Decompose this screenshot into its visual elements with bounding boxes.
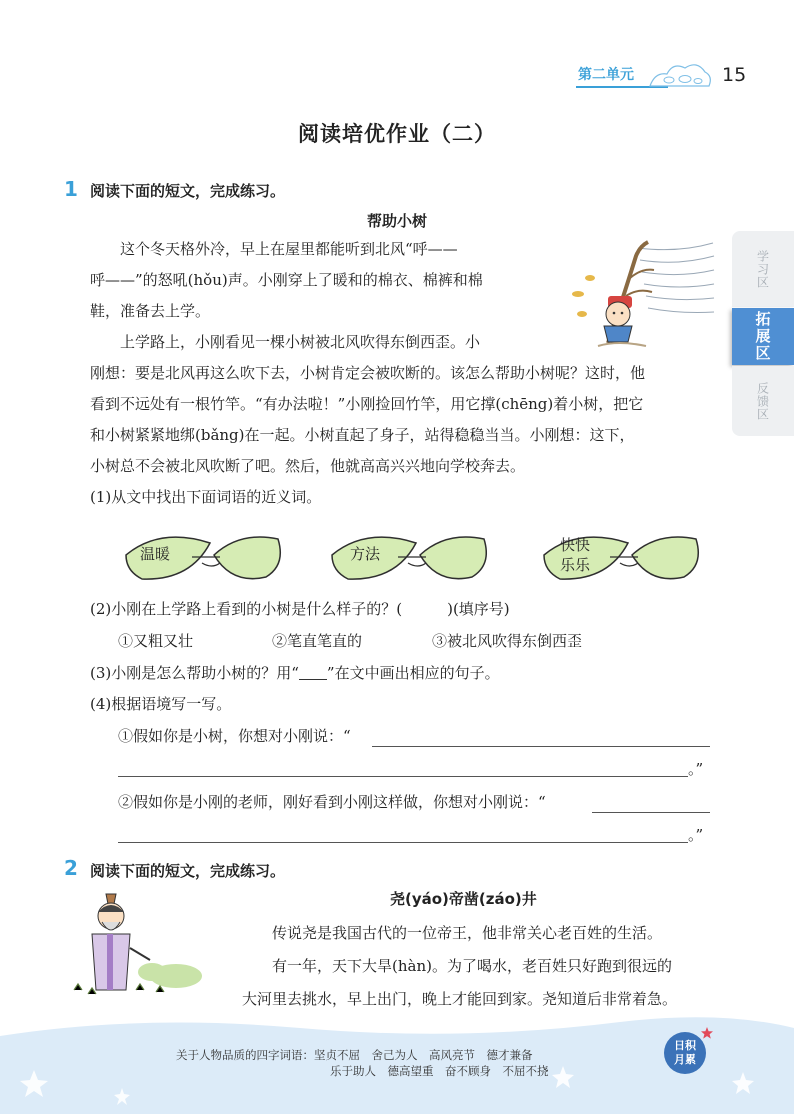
badge-top-text: 日积 bbox=[674, 1039, 696, 1052]
story-1-line: 看到不远处有一根竹竿。“有办法啦！”小刚捡回竹竿，用它撑(chēng)着小树，把它 bbox=[90, 395, 644, 413]
sub-question-2: (2)小刚在上学路上看到的小树是什么样子的？( )(填序号) bbox=[90, 600, 510, 618]
page-number: 15 bbox=[722, 64, 747, 86]
answer-line-4a-2[interactable] bbox=[118, 776, 688, 777]
question-2-number: 2 bbox=[64, 856, 78, 880]
story-1-line: 上学路上，小刚看见一棵小树被北风吹得东倒西歪。小 bbox=[90, 333, 481, 351]
sub-question-4b-prompt: ②假如你是小刚的老师，刚好看到小刚这样做，你想对小刚说：“ bbox=[118, 793, 546, 811]
end-mark-4b: 。” bbox=[688, 826, 704, 844]
story-1-line: 这个冬天格外冷，早上在屋里都能听到北风“呼—— bbox=[90, 240, 458, 258]
leaf-word-method: 方法 bbox=[350, 545, 381, 563]
option-2: ②笔直笔直的 bbox=[272, 632, 363, 650]
tab-study-area[interactable]: 学习区 bbox=[732, 231, 794, 307]
answer-line-4b-2[interactable] bbox=[118, 842, 688, 843]
story-1-line: 和小树紧紧地绑(bǎng)在一起。小树直起了身子，站得稳稳当当。小刚想：这下， bbox=[90, 426, 635, 444]
sub-question-4a-prompt: ①假如你是小树，你想对小刚说：“ bbox=[118, 727, 351, 745]
sub-question-4: (4)根据语境写一写。 bbox=[90, 695, 232, 713]
leaf-word-happy-2: 乐乐 bbox=[560, 556, 591, 574]
sub-question-3 bbox=[90, 664, 500, 682]
footer-vocabulary-line-2: 乐于助人 德高望重 奋不顾身 不屈不挠 bbox=[330, 1064, 549, 1078]
tab-feedback-area[interactable]: 反馈区 bbox=[732, 366, 794, 436]
story-1-title: 帮助小树 bbox=[366, 212, 427, 230]
story-1-line: 小树总不会被北风吹断了吧。然后，他就高高兴兴地向学校奔去。 bbox=[90, 457, 526, 475]
story-1-line: 刚想：要是北风再这么吹下去，小树肯定会被吹断的。该怎么帮助小树呢？这时，他 bbox=[90, 364, 646, 382]
story-1-line: 鞋，准备去上学。 bbox=[90, 302, 211, 320]
question-1-number: 1 bbox=[64, 177, 78, 201]
leaf-word-warm: 温暖 bbox=[140, 545, 171, 563]
star-icon bbox=[700, 1026, 714, 1040]
story-2-line: 传说尧是我国古代的一位帝王，他非常关心老百姓的生活。 bbox=[242, 924, 663, 942]
page-title: 阅读培优作业（二） bbox=[298, 122, 496, 146]
tab-extension-area[interactable]: 拓展区 bbox=[732, 308, 794, 365]
story-1-line: 呼——”的怒吼(hǒu)声。小刚穿上了暖和的棉衣、棉裤和棉 bbox=[90, 271, 483, 289]
underline-mark bbox=[299, 667, 327, 680]
question-2-prompt: 阅读下面的短文，完成练习。 bbox=[90, 862, 286, 880]
sub-question-3-post: ”在文中画出相应的句子。 bbox=[326, 664, 500, 682]
unit-label: 第二单元 bbox=[578, 67, 634, 83]
sub-question-1: (1)从文中找出下面词语的近义词。 bbox=[90, 488, 322, 506]
sub-question-3-pre: (3)小刚是怎么帮助小树的？用“ bbox=[90, 664, 299, 682]
story-2-line: 有一年，天下大旱(hàn)。为了喝水，老百姓只好跑到很远的 bbox=[242, 957, 672, 975]
question-1-prompt: 阅读下面的短文，完成练习。 bbox=[90, 182, 286, 200]
leaf-word-happy-1: 快快 bbox=[560, 536, 591, 554]
option-1: ①又粗又壮 bbox=[118, 632, 194, 650]
story-2-line: 大河里去挑水，早上出门，晚上才能回到家。尧知道后非常着急。 bbox=[242, 990, 678, 1008]
header-decoration-icon bbox=[645, 52, 715, 92]
end-mark-4a: 。” bbox=[688, 760, 704, 778]
answer-line-4a-1[interactable] bbox=[372, 746, 710, 747]
boy-and-tree-illustration bbox=[568, 238, 718, 350]
option-3: ③被北风吹得东倒西歪 bbox=[432, 632, 583, 650]
emperor-illustration bbox=[66, 890, 206, 1002]
answer-line-4b-1[interactable] bbox=[592, 812, 710, 813]
leaf-answer-area bbox=[120, 525, 710, 589]
story-2-title: 尧(yáo)帝凿(záo)井 bbox=[390, 890, 537, 908]
footer-vocabulary-line-1: 关于人物品质的四字词语：坚贞不屈 舍己为人 高风亮节 德才兼备 bbox=[176, 1048, 533, 1062]
badge-bottom-text: 月累 bbox=[674, 1053, 696, 1066]
